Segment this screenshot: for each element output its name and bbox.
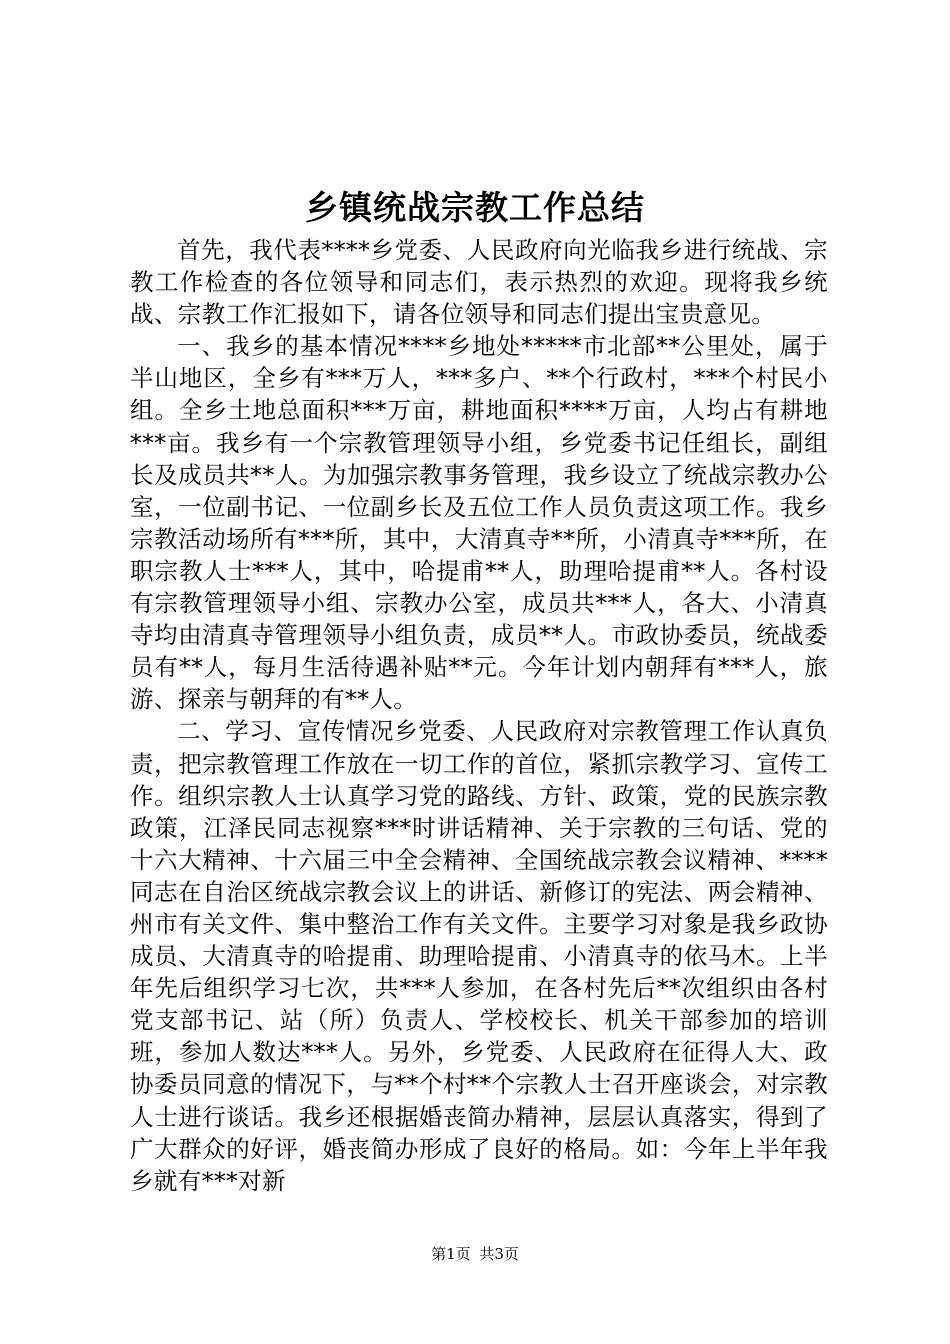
paragraph-intro: 首先，我代表****乡党委、人民政府向光临我乡进行统战、宗教工作检查的各位领导和同志们，表示热烈的欢迎。现将我乡统战、宗教工作汇报如下，请各位领导和同志们提出宝贵意见。 [130, 236, 828, 329]
page-number: 第1页 [431, 1245, 471, 1263]
paragraph-study-publicity: 二、学习、宣传情况乡党委、人民政府对宗教管理工作认真负责，把宗教管理工作放在一切工作的首位，紧抓宗教学习、宣传工作。组织宗教人士认真学习党的路线、方针、政策，党的民族宗教政策，江泽民同志视察***时讲话精神、关于宗教的三句话、党的十六大精神、十六届三中全会精神、全国统战宗教会议精神、****同志在自治区统战宗教会议上的讲话、新修订的宪法、两会精神、州市有关文件、集中整治工作有关文件。主要学习对象是我乡政协成员、大清真寺的哈提甫、助理哈提甫、小清真寺的依马木。上半年先后组织学习七次，共***人参加，在各村先后**次组织由各村党支部书记、站（所）负责人、学校校长、机关干部参加的培训班，参加人数达***人。另外，乡党委、人民政府在征得人大、政协委员同意的情况下，与**个村**个宗教人士召开座谈会，对宗教人士进行谈话。我乡还根据婚丧简办精神，层层认真落实，得到了广大群众的好评，婚丧简办形成了良好的格局。如：今年上半年我乡就有***对新 [130, 717, 828, 1195]
page-total: 共3页 [479, 1245, 519, 1263]
document-body [130, 234, 828, 1197]
document-title: 乡镇统战宗教工作总结 [305, 188, 645, 227]
page-footer [0, 1244, 950, 1264]
paragraph-basic-situation: 一、我乡的基本情况****乡地处*****市北部**公里处，属于半山地区，全乡有***万人，***多户、**个行政村，***个村民小组。全乡土地总面积***万亩，耕地面积****万亩，人均占有耕地***亩。我乡有一个宗教管理领导小组，乡党委书记任组长，副组长及成员共**人。为加强宗教事务管理，我乡设立了统战宗教办公室，一位副书记、一位副乡长及五位工作人员负责这项工作。我乡宗教活动场所有***所，其中，大清真寺**所，小清真寺***所，在职宗教人士***人，其中，哈提甫**人，助理哈提甫**人。各村设有宗教管理领导小组、宗教办公室，成员共***人，各大、小清真寺均由清真寺管理领导小组负责，成员**人。市政协委员，统战委员有**人，每月生活待遇补贴**元。今年计划内朝拜有***人，旅游、探亲与朝拜的有**人。 [130, 332, 828, 714]
